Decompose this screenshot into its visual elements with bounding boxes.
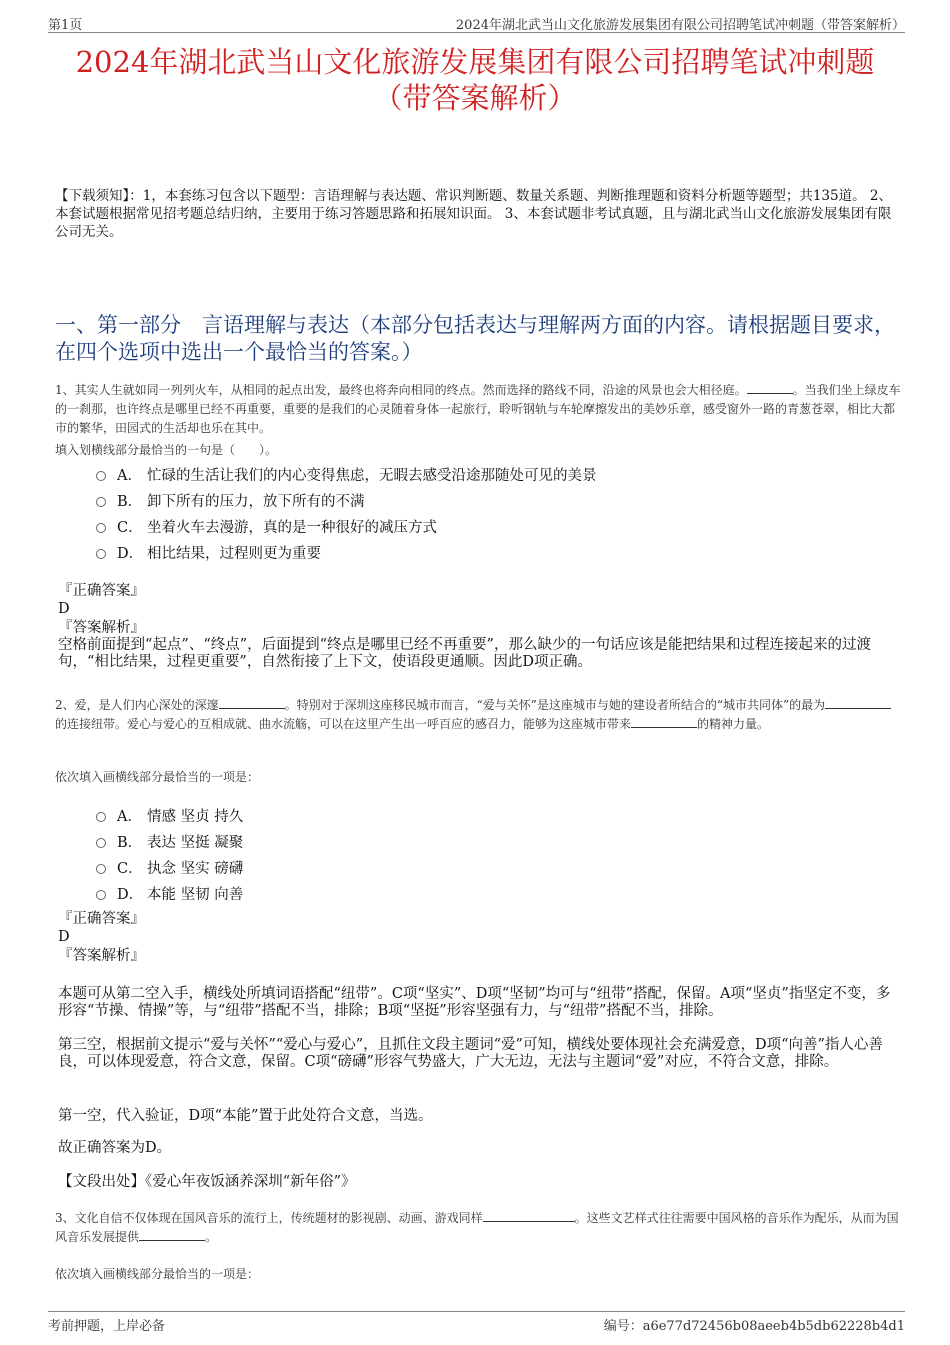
page-number: 第1页	[48, 18, 83, 33]
radio-icon[interactable]	[96, 549, 106, 559]
blank	[825, 698, 891, 709]
blank	[631, 717, 697, 728]
q2-options	[96, 802, 902, 906]
q1-answer-block	[58, 583, 895, 671]
radio-icon[interactable]	[96, 812, 106, 822]
blank	[747, 383, 793, 394]
blank	[219, 698, 285, 709]
option-a[interactable]: A． 情感 坚贞 持久	[96, 802, 902, 828]
page-footer	[48, 1311, 905, 1334]
analysis-text: 空格前面提到“起点”、“终点”，后面提到“终点是哪里已经不再重要”，那么缺少的一句话应该是能把结果和过程连接起来的过渡句，“相比结果，过程更重要”，自然衔接了上下文，使语段更通顺。因此D项正确。	[58, 637, 871, 670]
q3-prompt: 依次填入画横线部分最恰当的一项是：	[55, 1267, 260, 1281]
q2-prompt: 依次填入画横线部分最恰当的一项是：	[55, 770, 260, 784]
q2-analysis-p1: 本题可从第二空入手，横线处所填词语搭配“纽带”。C项“坚实”、D项“坚韧”均可与“纽带”搭配，保留。A项“坚贞”指坚定不变，多形容“节操、情操”等，与“纽带”搭配不当，排除；B项“坚挺”形容坚强有力，与“纽带”搭配不当，排除。	[58, 986, 891, 1019]
option-b[interactable]: B． 表达 坚挺 凝聚	[96, 828, 902, 854]
radio-icon[interactable]	[96, 838, 106, 848]
q1-options	[96, 461, 902, 565]
option-c[interactable]: C． 坐着火车去漫游，真的是一种很好的减压方式	[96, 513, 902, 539]
option-c[interactable]: C． 执念 坚实 磅礴	[96, 854, 902, 880]
download-notice: 【下载须知】：1，本套练习包含以下题型：言语理解与表达题、常识判断题、数量关系题、判断推理题和资料分析题等题型；共135道。 2、本套试题根据常见招考题总结归纳，主要用于练习答题思路和拓展知识面。 3、本套试题非考试真题，且与湖北武当山文化旅游发展集团有限公司无关。	[55, 188, 892, 240]
radio-icon[interactable]	[96, 471, 106, 481]
analysis-label: 『答案解析』	[58, 948, 145, 964]
q1-text-b: 。当我们坐上绿皮车的一刹那，也许终点是哪里已经不再重要，重要的是我们的心灵随着身体一起旅行，聆听钢轨与车轮摩擦发出的美妙乐章，感受窗外一路的青葱苍翠，相比大都市的繁华，田园式的生活却也乐在其中。	[55, 383, 901, 435]
title-line-1: 2024年湖北武当山文化旅游发展集团有限公司招聘笔试冲刺题	[75, 45, 875, 79]
document-title	[48, 44, 902, 116]
option-d[interactable]: D． 本能 坚韧 向善	[96, 880, 902, 906]
footer-slogan: 考前押题，上岸必备	[48, 1319, 166, 1334]
q2-answer-block	[58, 911, 895, 965]
question-2-text: 2、爱，是人们内心深处的深邃 。特别对于深圳这座移民城市而言，“爱与关怀”是这座城市与她的建设者所结合的“城市共同体”的最为的连接纽带。爱心与爱心的互相成就、曲水流觞，可以在这里产生出一呼百应的感召力，能够为这座城市带来 的精神力量。	[55, 696, 902, 734]
radio-icon[interactable]	[96, 864, 106, 874]
analysis-label: 『答案解析』	[58, 620, 145, 636]
blank	[483, 1211, 575, 1222]
q2-source: 【文段出处】《爱心年夜饭涵养深圳“新年俗”》	[58, 1174, 356, 1190]
q1-text-a: 1、其实人生就如同一列列火车，从相同的起点出发，最终也将奔向相同的终点。然而选择的路线不同，沿途的风景也会大相径庭。	[55, 383, 747, 397]
header-doc-title: 2024年湖北武当山文化旅游发展集团有限公司招聘笔试冲刺题（带答案解析）	[455, 18, 905, 33]
radio-icon[interactable]	[96, 523, 106, 533]
footer-doc-id: 编号：a6e77d72456b08aeeb4b5db62228b4d1	[603, 1319, 905, 1334]
title-line-2: （带答案解析）	[373, 81, 577, 115]
option-b[interactable]: B． 卸下所有的压力，放下所有的不满	[96, 487, 902, 513]
option-a[interactable]: A． 忙碌的生活让我们的内心变得焦虑，无暇去感受沿途那随处可见的美景	[96, 461, 902, 487]
question-1-text	[55, 381, 902, 438]
question-3-text: 3、文化自信不仅体现在国风音乐的流行上，传统题材的影视剧、动画、游戏同样 。这些文艺样式往往需要中国风格的音乐作为配乐，从而为国风音乐发展提供 。	[55, 1211, 899, 1244]
q2-analysis-p4: 故正确答案为D。	[58, 1140, 172, 1156]
section-heading: 一、第一部分 言语理解与表达（本部分包括表达与理解两方面的内容。请根据题目要求，在四个选项中选出一个最恰当的答案。）	[55, 313, 895, 364]
answer-value: D	[58, 929, 70, 945]
answer-value: D	[58, 601, 70, 617]
page-header	[48, 10, 905, 33]
radio-icon[interactable]	[96, 890, 106, 900]
q1-prompt: 填入划横线部分最恰当的一句是（ ）。	[55, 443, 278, 457]
blank	[139, 1230, 205, 1241]
radio-icon[interactable]	[96, 497, 106, 507]
q2-analysis-p2: 第三空，根据前文提示“爱与关怀”“爱心与爱心”，且抓住文段主题词“爱”可知，横线处要体现社会充满爱意，D项“向善”指人心善良，可以体现爱意，符合文意，保留。C项“磅礴”形容气势盛大，广大无边，无法与主题词“爱”对应，不符合文意，排除。	[58, 1037, 883, 1070]
option-d[interactable]: D． 相比结果，过程则更为重要	[96, 539, 902, 565]
answer-label: 『正确答案』	[58, 911, 145, 927]
answer-label: 『正确答案』	[58, 583, 145, 599]
q2-analysis-p3: 第一空，代入验证，D项“本能”置于此处符合文意，当选。	[58, 1108, 433, 1124]
